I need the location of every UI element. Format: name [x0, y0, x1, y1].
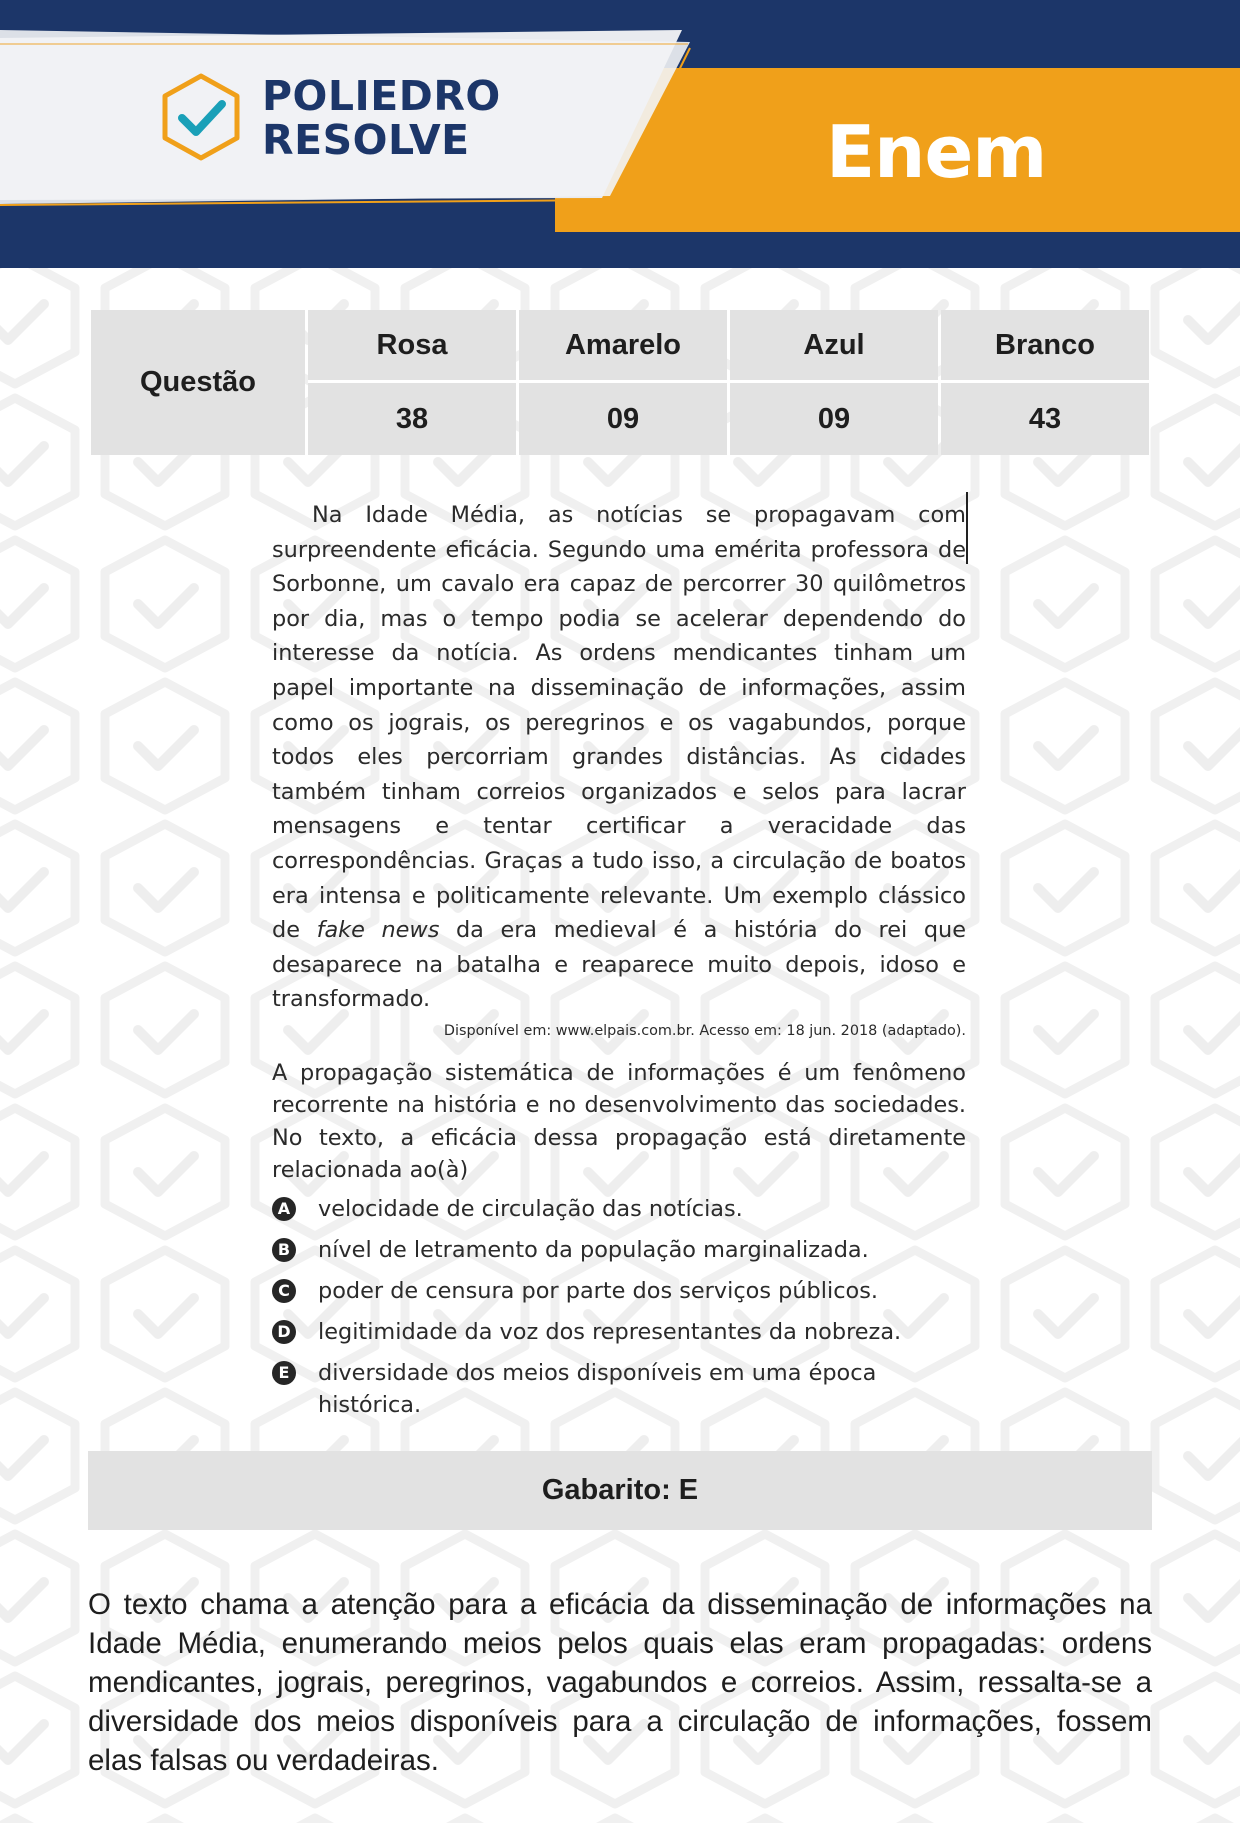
answer-options: [272, 1193, 966, 1421]
column-rule: [966, 492, 968, 564]
option-c-text: poder de censura por parte dos serviços públicos.: [318, 1277, 879, 1304]
brand-line-1: POLIEDRO: [262, 72, 501, 120]
option-e: [272, 1357, 966, 1421]
question-prompt: A propagação sistemática de informações é um fenômeno recorrente na história e no desenvolvimento das sociedades. No texto, a eficácia dessa propagação está diretamente relacionada ao(à): [272, 1059, 966, 1184]
exam-title: Enem: [826, 110, 1047, 194]
option-d: [272, 1316, 966, 1348]
header-banner: [0, 0, 1240, 268]
passage-part-2: da era medieval é a história do rei que desaparece na batalha e reaparece muito depois, idoso e transformado.: [272, 917, 966, 1013]
option-c: [272, 1275, 966, 1307]
column-rosa: Rosa: [308, 310, 516, 380]
option-a: [272, 1193, 966, 1225]
option-d-text: legitimidade da voz dos representantes da nobreza.: [318, 1318, 902, 1345]
option-d-letter: D: [272, 1320, 296, 1344]
number-branco: 43: [941, 380, 1149, 455]
option-e-text: diversidade dos meios disponíveis em uma época histórica.: [318, 1359, 877, 1418]
hexagon-check-icon: [158, 72, 244, 162]
brand-name: [262, 74, 501, 162]
option-b-letter: B: [272, 1238, 296, 1262]
passage-italic: fake news: [316, 917, 440, 944]
passage-source: Disponível em: www.elpais.com.br. Acesso em: 18 jun. 2018 (adaptado).: [443, 1022, 966, 1039]
number-amarelo: 09: [519, 380, 727, 455]
question-body: [272, 498, 966, 1430]
option-a-text: velocidade de circulação das notícias.: [318, 1195, 743, 1222]
number-azul: 09: [730, 380, 938, 455]
answer-key: Gabarito: E: [88, 1451, 1152, 1530]
option-c-letter: C: [272, 1279, 296, 1303]
passage-text: [272, 498, 966, 1017]
column-branco: Branco: [941, 310, 1149, 380]
passage-part-1: Na Idade Média, as notícias se propagavam com surpreendente eficácia. Segundo uma emérita professora de Sorbonne, um cavalo era capaz de percorrer 30 quilômetros por dia, mas o tempo podia se acelerar dependendo do interesse da notícia. As ordens mendicantes tinham um papel importante na disseminação de informações, assim como os jograis, os peregrinos e os vagabundos, porque todos eles percorriam grandes distâncias. As cidades também tinham correios organizados e selos para lacrar mensagens e tentar certificar a veracidade das correspondências. Graças a tudo isso, a circulação de boatos era intensa e politicamente relevante. Um exemplo clássico de: [272, 502, 966, 944]
column-amarelo: Amarelo: [519, 310, 727, 380]
number-rosa: 38: [308, 380, 516, 455]
option-b-text: nível de letramento da população marginalizada.: [318, 1236, 869, 1263]
brand-line-2: RESOLVE: [262, 116, 470, 164]
question-number-table: [88, 310, 1152, 455]
option-a-letter: A: [272, 1197, 296, 1221]
column-azul: Azul: [730, 310, 938, 380]
explanation-text: O texto chama a atenção para a eficácia da disseminação de informações na Idade Média, enumerando meios pelos quais elas eram propagadas: ordens mendicantes, jograis, peregrinos, vagabundos e correios. Assim, ressalta-se a diversidade dos meios disponíveis para a circulação de informações, fossem elas falsas ou verdadeiras.: [88, 1588, 1152, 1777]
question-label: Questão: [91, 310, 305, 455]
option-b: [272, 1234, 966, 1266]
option-e-letter: E: [272, 1361, 296, 1385]
